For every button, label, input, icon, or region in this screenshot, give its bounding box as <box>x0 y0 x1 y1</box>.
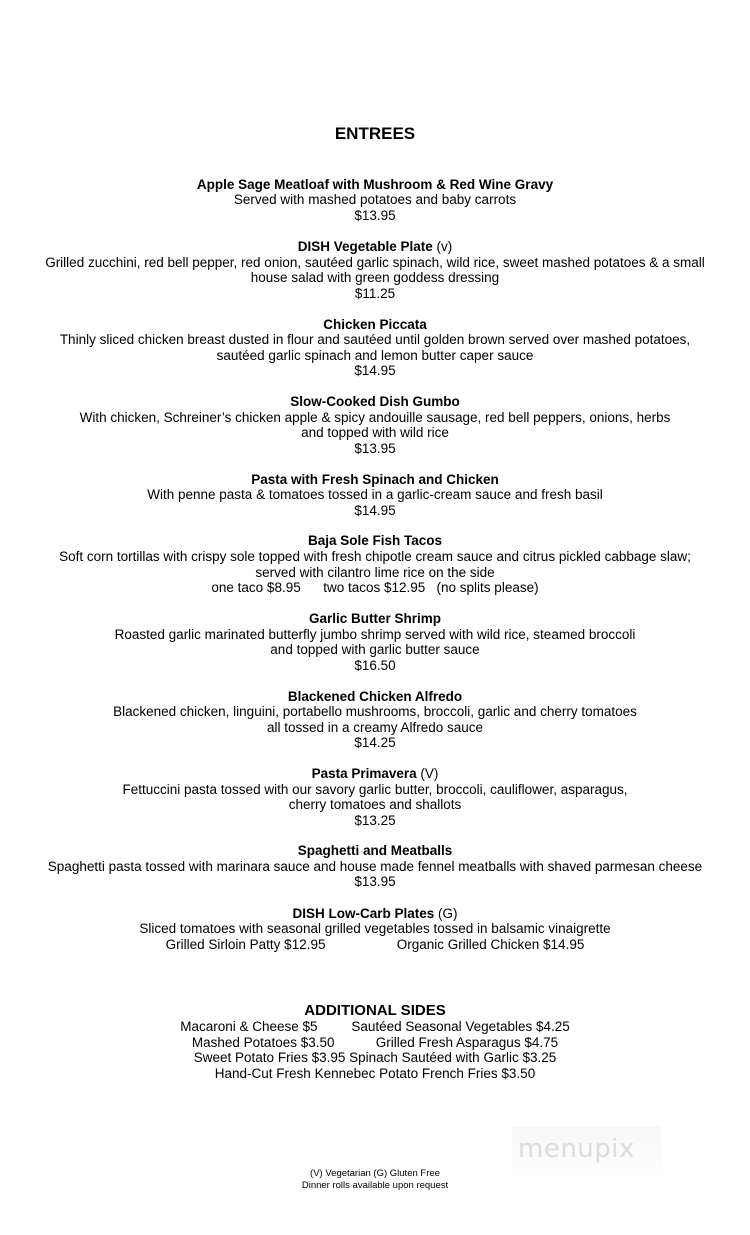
menu-item-name: DISH Low-Carb Plates (G) <box>292 906 458 921</box>
menu-item-price: Grilled Sirloin Patty $12.95 Organic Grilled Chicken $14.95 <box>165 937 585 952</box>
menu-item-description: Thinly sliced chicken breast dusted in flour and sautéed until golden brown served over mashed potatoes, <box>59 332 691 347</box>
menu-item-description: Served with mashed potatoes and baby carrots <box>233 192 517 207</box>
menu-item-name: Spaghetti and Meatballs <box>297 843 453 858</box>
menu-item-name: Slow-Cooked Dish Gumbo <box>290 394 460 409</box>
menu-item-description: Soft corn tortillas with crispy sole topped with fresh chipotle cream sauce and citrus pickled cabbage slaw; <box>59 549 691 564</box>
menu-item-description: Sliced tomatoes with seasonal grilled vegetables tossed in balsamic vinaigrette <box>139 921 611 936</box>
menu-item-price: one taco $8.95 two tacos $12.95 (no splits please) <box>211 580 539 595</box>
menu-item-price: $14.95 <box>354 503 396 518</box>
menu-item-name: Pasta with Fresh Spinach and Chicken <box>251 472 499 487</box>
menu-item-description: Blackened chicken, linguini, portabello mushrooms, broccoli, garlic and cherry tomatoes <box>113 704 637 719</box>
menu-item-description: house salad with green goddess dressing <box>250 270 500 285</box>
menu-item-description: cherry tomatoes and shallots <box>288 797 462 812</box>
menu-item-description: served with cilantro lime rice on the side <box>255 565 495 580</box>
menu-item-description: and topped with wild rice <box>301 425 449 440</box>
sides-heading: ADDITIONAL SIDES <box>304 1002 446 1019</box>
side-line: Hand-Cut Fresh Kennebec Potato French Fries $3.50 <box>214 1066 536 1081</box>
menu-item-name: Chicken Piccata <box>323 317 427 332</box>
menu-item-description: Roasted garlic marinated butterfly jumbo shrimp served with wild rice, steamed broccoli <box>114 627 636 642</box>
menu-item-description: Grilled zucchini, red bell pepper, red onion, sautéed garlic spinach, wild rice, sweet mashed potatoes & a small <box>45 255 705 270</box>
side-line: Macaroni & Cheese $5 Sautéed Seasonal Vegetables $4.25 <box>180 1019 570 1034</box>
menu-item-description: and topped with garlic butter sauce <box>270 642 480 657</box>
menu-item-description: Spaghetti pasta tossed with marinara sauce and house made fennel meatballs with shaved parmesan cheese <box>47 859 703 874</box>
menu-item-name: Apple Sage Meatloaf with Mushroom & Red Wine Gravy <box>196 177 554 192</box>
side-line: Mashed Potatoes $3.50 Grilled Fresh Asparagus $4.75 <box>191 1035 559 1050</box>
menu-item-description: sautéed garlic spinach and lemon butter caper sauce <box>216 348 534 363</box>
menu-item-name: Pasta Primavera (V) <box>311 766 439 781</box>
menupix-watermark: menupix <box>518 1134 635 1164</box>
menu-item-name: Garlic Butter Shrimp <box>308 611 442 626</box>
menu-item-price: $14.95 <box>354 363 396 378</box>
menu-item-description: With chicken, Schreiner’s chicken apple & spicy andouille sausage, red bell peppers, onions, herbs <box>79 410 671 425</box>
menu-item-price: $14.25 <box>354 735 396 750</box>
menu-item-price: $13.95 <box>354 441 396 456</box>
menu-item-price: $13.95 <box>354 208 396 223</box>
side-line: Sweet Potato Fries $3.95 Spinach Sautéed with Garlic $3.25 <box>193 1050 557 1065</box>
menu-item-description: With penne pasta & tomatoes tossed in a garlic-cream sauce and fresh basil <box>147 487 603 502</box>
menu-item-description: Fettuccini pasta tossed with our savory garlic butter, broccoli, cauliflower, asparagus, <box>122 782 628 797</box>
menu-item-name: DISH Vegetable Plate (v) <box>297 239 453 254</box>
dietary-legend: (V) Vegetarian (G) Gluten Free <box>310 1168 440 1179</box>
entrees-heading: ENTREES <box>334 124 416 143</box>
menu-item-price: $11.25 <box>354 286 396 301</box>
menu-item-price: $13.25 <box>354 813 396 828</box>
dinner-rolls-note: Dinner rolls available upon request <box>301 1180 449 1191</box>
menu-item-price: $16.50 <box>354 658 396 673</box>
menu-item-description: all tossed in a creamy Alfredo sauce <box>266 720 484 735</box>
menu-item-name: Blackened Chicken Alfredo <box>287 689 463 704</box>
menu-item-price: $13.95 <box>354 874 396 889</box>
menu-item-name: Baja Sole Fish Tacos <box>307 533 443 548</box>
